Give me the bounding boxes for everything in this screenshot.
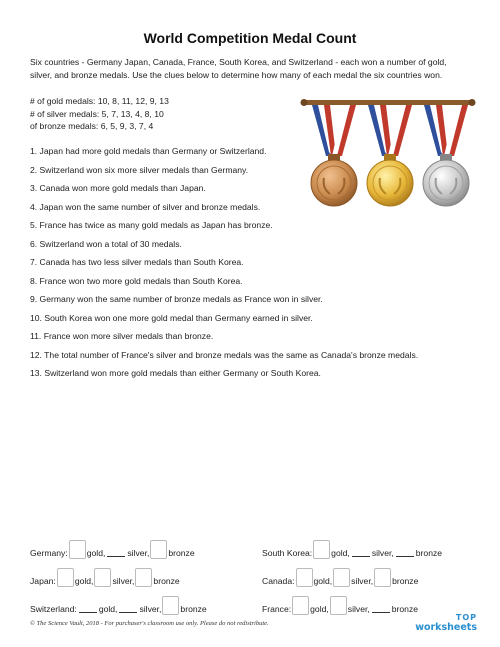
germany-entry: [30, 535, 195, 559]
clue-item: 9. Germany won the same number of bronze medals as France won in silver.: [30, 294, 323, 304]
rod-end-right: [469, 99, 476, 106]
intro-paragraph: Six countries - Germany Japan, Canada, France, South Korea, and Switzerland - each won a number of gold, silver, and bronze medals. Use the clues below to determine how many of each medal the six countries won.: [30, 57, 447, 80]
gold-label: gold,: [313, 576, 333, 586]
country-label: South Korea:: [262, 548, 313, 558]
bronze-label: bronze: [415, 548, 443, 558]
gold-counts: # of gold medals: 10, 8, 11, 12, 9, 13: [30, 96, 169, 106]
silver-label: silver,: [127, 548, 150, 558]
top-worksheets-logo: [415, 613, 477, 633]
clue-item: 11. France won more silver medals than bronze.: [30, 331, 214, 341]
silver-counts: # of silver medals: 5, 7, 13, 4, 8, 10: [30, 108, 164, 119]
silver-input[interactable]: [352, 546, 370, 557]
country-label: Canada:: [262, 576, 295, 586]
clue-item: 4. Japan won the same number of silver and bronze medals.: [30, 201, 261, 212]
gold-input[interactable]: [79, 602, 97, 613]
silver-input[interactable]: [333, 568, 350, 587]
silver-input[interactable]: [94, 568, 111, 587]
page-title: World Competition Medal Count: [143, 30, 357, 46]
bronze-label: bronze: [153, 576, 180, 586]
silver-label: silver,: [112, 576, 135, 586]
country-label: Germany:: [30, 548, 68, 558]
bronze-input[interactable]: [372, 602, 390, 613]
bronze-input[interactable]: [150, 540, 167, 559]
bronze-input[interactable]: [396, 546, 414, 557]
gold-input[interactable]: [296, 568, 313, 587]
gold-label: gold,: [86, 548, 106, 558]
bronze-label: bronze: [391, 604, 419, 614]
silver-input[interactable]: [107, 546, 125, 557]
clue-item: 7. Canada has two less silver medals than South Korea.: [30, 257, 244, 267]
gold-input[interactable]: [69, 540, 86, 559]
canada-entry: [262, 563, 418, 587]
switzerland-entry: [30, 591, 207, 615]
clue-item: 1. Japan had more gold medals than Germany or Switzerland.: [30, 146, 267, 156]
medal-counts: [30, 95, 300, 133]
bronze-label: bronze: [180, 604, 207, 614]
clue-item: 8. France won two more gold medals than South Korea.: [30, 275, 243, 286]
clue-item: 12. The total number of France's silver and bronze medals was the same as Canada's bronze medals.: [30, 349, 419, 360]
clue-item: 5. France has twice as many gold medals as Japan has bronze.: [30, 220, 273, 230]
south-korea-entry: [262, 535, 442, 559]
gold-input[interactable]: [57, 568, 74, 587]
silver-label: silver,: [347, 604, 370, 614]
copyright-footer: © The Science Vault, 2018 - For purchaser's classroom use only. Please do not redistribute.: [30, 620, 269, 627]
silver-input[interactable]: [330, 596, 347, 615]
medal-rod: [304, 100, 472, 105]
gold-label: gold,: [310, 604, 329, 614]
answer-row: [30, 591, 475, 615]
bronze-label: bronze: [392, 576, 419, 586]
answer-row: [30, 535, 475, 559]
logo-top-text: TOP: [455, 613, 477, 622]
japan-entry: [30, 563, 180, 587]
silver-label: silver,: [371, 548, 394, 558]
clue-item: 2. Switzerland won six more silver medals than Germany.: [30, 164, 249, 175]
clue-item: 3. Canada won more gold medals than Japan.: [30, 183, 206, 193]
bronze-counts: of bronze medals: 6, 5, 9, 3, 7, 4: [30, 121, 154, 131]
silver-input[interactable]: [119, 602, 137, 613]
silver-label: silver,: [139, 604, 162, 614]
country-label: Switzerland:: [30, 604, 77, 614]
gold-input[interactable]: [313, 540, 330, 559]
country-label: Japan:: [30, 576, 56, 586]
gold-label: gold,: [331, 548, 350, 558]
country-label: France:: [262, 604, 292, 614]
gold-label: gold,: [74, 576, 94, 586]
bronze-label: bronze: [168, 548, 195, 558]
rod-end-left: [301, 99, 308, 106]
clue-item: 6. Switzerland won a total of 30 medals.: [30, 238, 182, 249]
bronze-input[interactable]: [374, 568, 391, 587]
clue-list: [30, 145, 470, 386]
answer-row: [30, 563, 475, 587]
silver-label: silver,: [351, 576, 374, 586]
gold-input[interactable]: [292, 596, 309, 615]
logo-worksheets-text: worksheets: [415, 622, 477, 633]
clue-item: 13. Switzerland won more gold medals than either Germany or South Korea.: [30, 368, 321, 378]
bronze-input[interactable]: [135, 568, 152, 587]
clue-item: 10. South Korea won one more gold medal than Germany earned in silver.: [30, 312, 313, 323]
france-entry: [262, 591, 418, 615]
bronze-input[interactable]: [162, 596, 179, 615]
gold-label: gold,: [98, 604, 118, 614]
